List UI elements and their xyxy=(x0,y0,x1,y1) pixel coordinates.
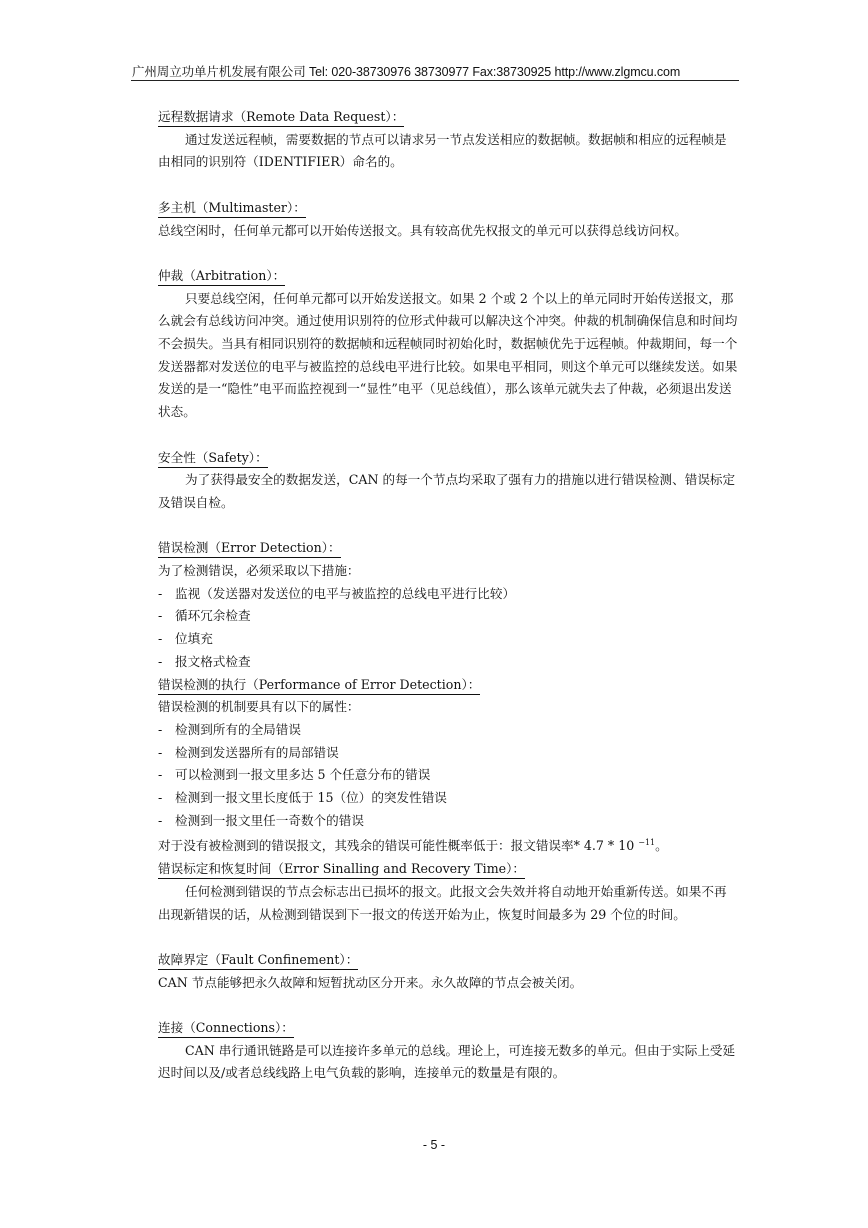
paragraph-connections: CAN 串行通讯链路是可以连接许多单元的总线。理论上，可连接无数多的单元。但由于实际上受延迟时间以及/或者总线线路上电气负载的影响，连接单元的数量是有限的。 xyxy=(158,1042,736,1081)
error-detection-list xyxy=(158,583,738,674)
section-title-multimaster: 多主机（Multimaster）： xyxy=(158,198,306,218)
section-title-fault-confinement: 故障界定（Fault Confinement）： xyxy=(158,950,358,970)
page-number: - 5 - xyxy=(422,1138,446,1152)
page-header: 广州周立功单片机发展有限公司 Tel: 020-38730976 38730977 Fax:38730925 http://www.zlgmcu.com xyxy=(132,65,681,79)
list-item: - 位填充 xyxy=(158,628,738,651)
list-item: - 检测到一报文里任一奇数个的错误 xyxy=(158,810,738,833)
exponent: −11 xyxy=(638,838,656,848)
list-marker: - xyxy=(158,721,163,737)
paragraph-safety: 为了获得最安全的数据发送，CAN 的每一个节点均采取了强有力的措施以进行错误检测、错误标定及错误自检。 xyxy=(158,472,736,510)
section-title-connections: 连接（Connections）： xyxy=(158,1018,294,1038)
performance-list xyxy=(158,719,738,833)
section-title-error-signalling: 错误标定和恢复时间（Error Sinalling and Recovery Time）： xyxy=(158,859,525,879)
paragraph-performance-intro: 错误检测的机制要具有以下的属性： xyxy=(158,699,360,715)
paragraph-fault-confinement: CAN 节点能够把永久故障和短暂扰动区分开来。永久故障的节点会被关闭。 xyxy=(158,974,583,990)
list-marker: - xyxy=(158,744,163,760)
section-title-remote-data-request: 远程数据请求（Remote Data Request）： xyxy=(158,107,404,127)
section-title-error-detection: 错误检测（Error Detection）： xyxy=(158,538,341,558)
list-marker: - xyxy=(158,608,163,624)
section-title-safety: 安全性（Safety）： xyxy=(158,448,268,468)
paragraph-multimaster: 总线空闲时，任何单元都可以开始传送报文。具有较高优先权报文的单元可以获得总线访问权。 xyxy=(158,222,687,238)
list-item: - 检测到一报文里长度低于 15（位）的突发性错误 xyxy=(158,787,738,810)
document-body xyxy=(158,106,738,1085)
list-item: - 循环冗余检查 xyxy=(158,605,738,628)
list-item: - 检测到发送器所有的局部错误 xyxy=(158,742,738,765)
list-marker: - xyxy=(158,585,163,601)
section-title-performance: 错误检测的执行（Performance of Error Detection）： xyxy=(158,675,480,695)
list-marker: - xyxy=(158,767,163,783)
list-item: - 监视（发送器对发送位的电平与被监控的总线电平进行比较） xyxy=(158,583,738,606)
list-item: - 可以检测到一报文里多达 5 个任意分布的错误 xyxy=(158,764,738,787)
list-marker: - xyxy=(158,653,163,669)
list-item: - 报文格式检查 xyxy=(158,651,738,674)
residual-error-statement: 对于没有被检测到的错误报文，其残余的错误可能性概率低于：报文错误率* 4.7 * 10 $^{-11}$。 xyxy=(158,838,668,854)
header-divider xyxy=(131,80,739,81)
paragraph-error-detection-intro: 为了检测错误，必须采取以下措施： xyxy=(158,563,360,578)
section-title-arbitration: 仲裁（Arbitration）： xyxy=(158,266,285,286)
paragraph-remote-data-request: 通过发送远程帧，需要数据的节点可以请求另一节点发送相应的数据帧。数据帧和相应的远程帧是由相同的识别符（IDENTIFIER）命名的。 xyxy=(158,131,727,170)
list-marker: - xyxy=(158,631,163,647)
paragraph-arbitration: 只要总线空闲，任何单元都可以开始发送报文。如果 2 个或 2 个以上的单元同时开始传送报文，那么就会有总线访问冲突。通过使用识别符的位形式仲裁可以解决这个冲突。仲裁的机制确保信息和时间均不会损失。当具有相同识别符的数据帧和远程帧同时初始化时，数据帧优先于远程帧。仲裁期间，每一个发送器都对发送位的电平与被监控的总线电平进行比较。如果电平相同，则这个单元可以继续发送。如果发送的是一“隐性”电平而监控视到一“显性”电平（见总线值），那么该单元就失去了仲裁，必须退出发送状态。 xyxy=(158,290,738,420)
list-item: - 检测到所有的全局错误 xyxy=(158,719,738,742)
list-marker: - xyxy=(158,790,163,806)
paragraph-error-signalling: 任何检测到错误的节点会标志出已损坏的报文。此报文会失效并将自动地开始重新传送。如果不再出现新错误的话，从检测到错误到下一报文的传送开始为止，恢复时间最多为 29 个位的时间。 xyxy=(158,883,727,922)
list-marker: - xyxy=(158,812,163,828)
